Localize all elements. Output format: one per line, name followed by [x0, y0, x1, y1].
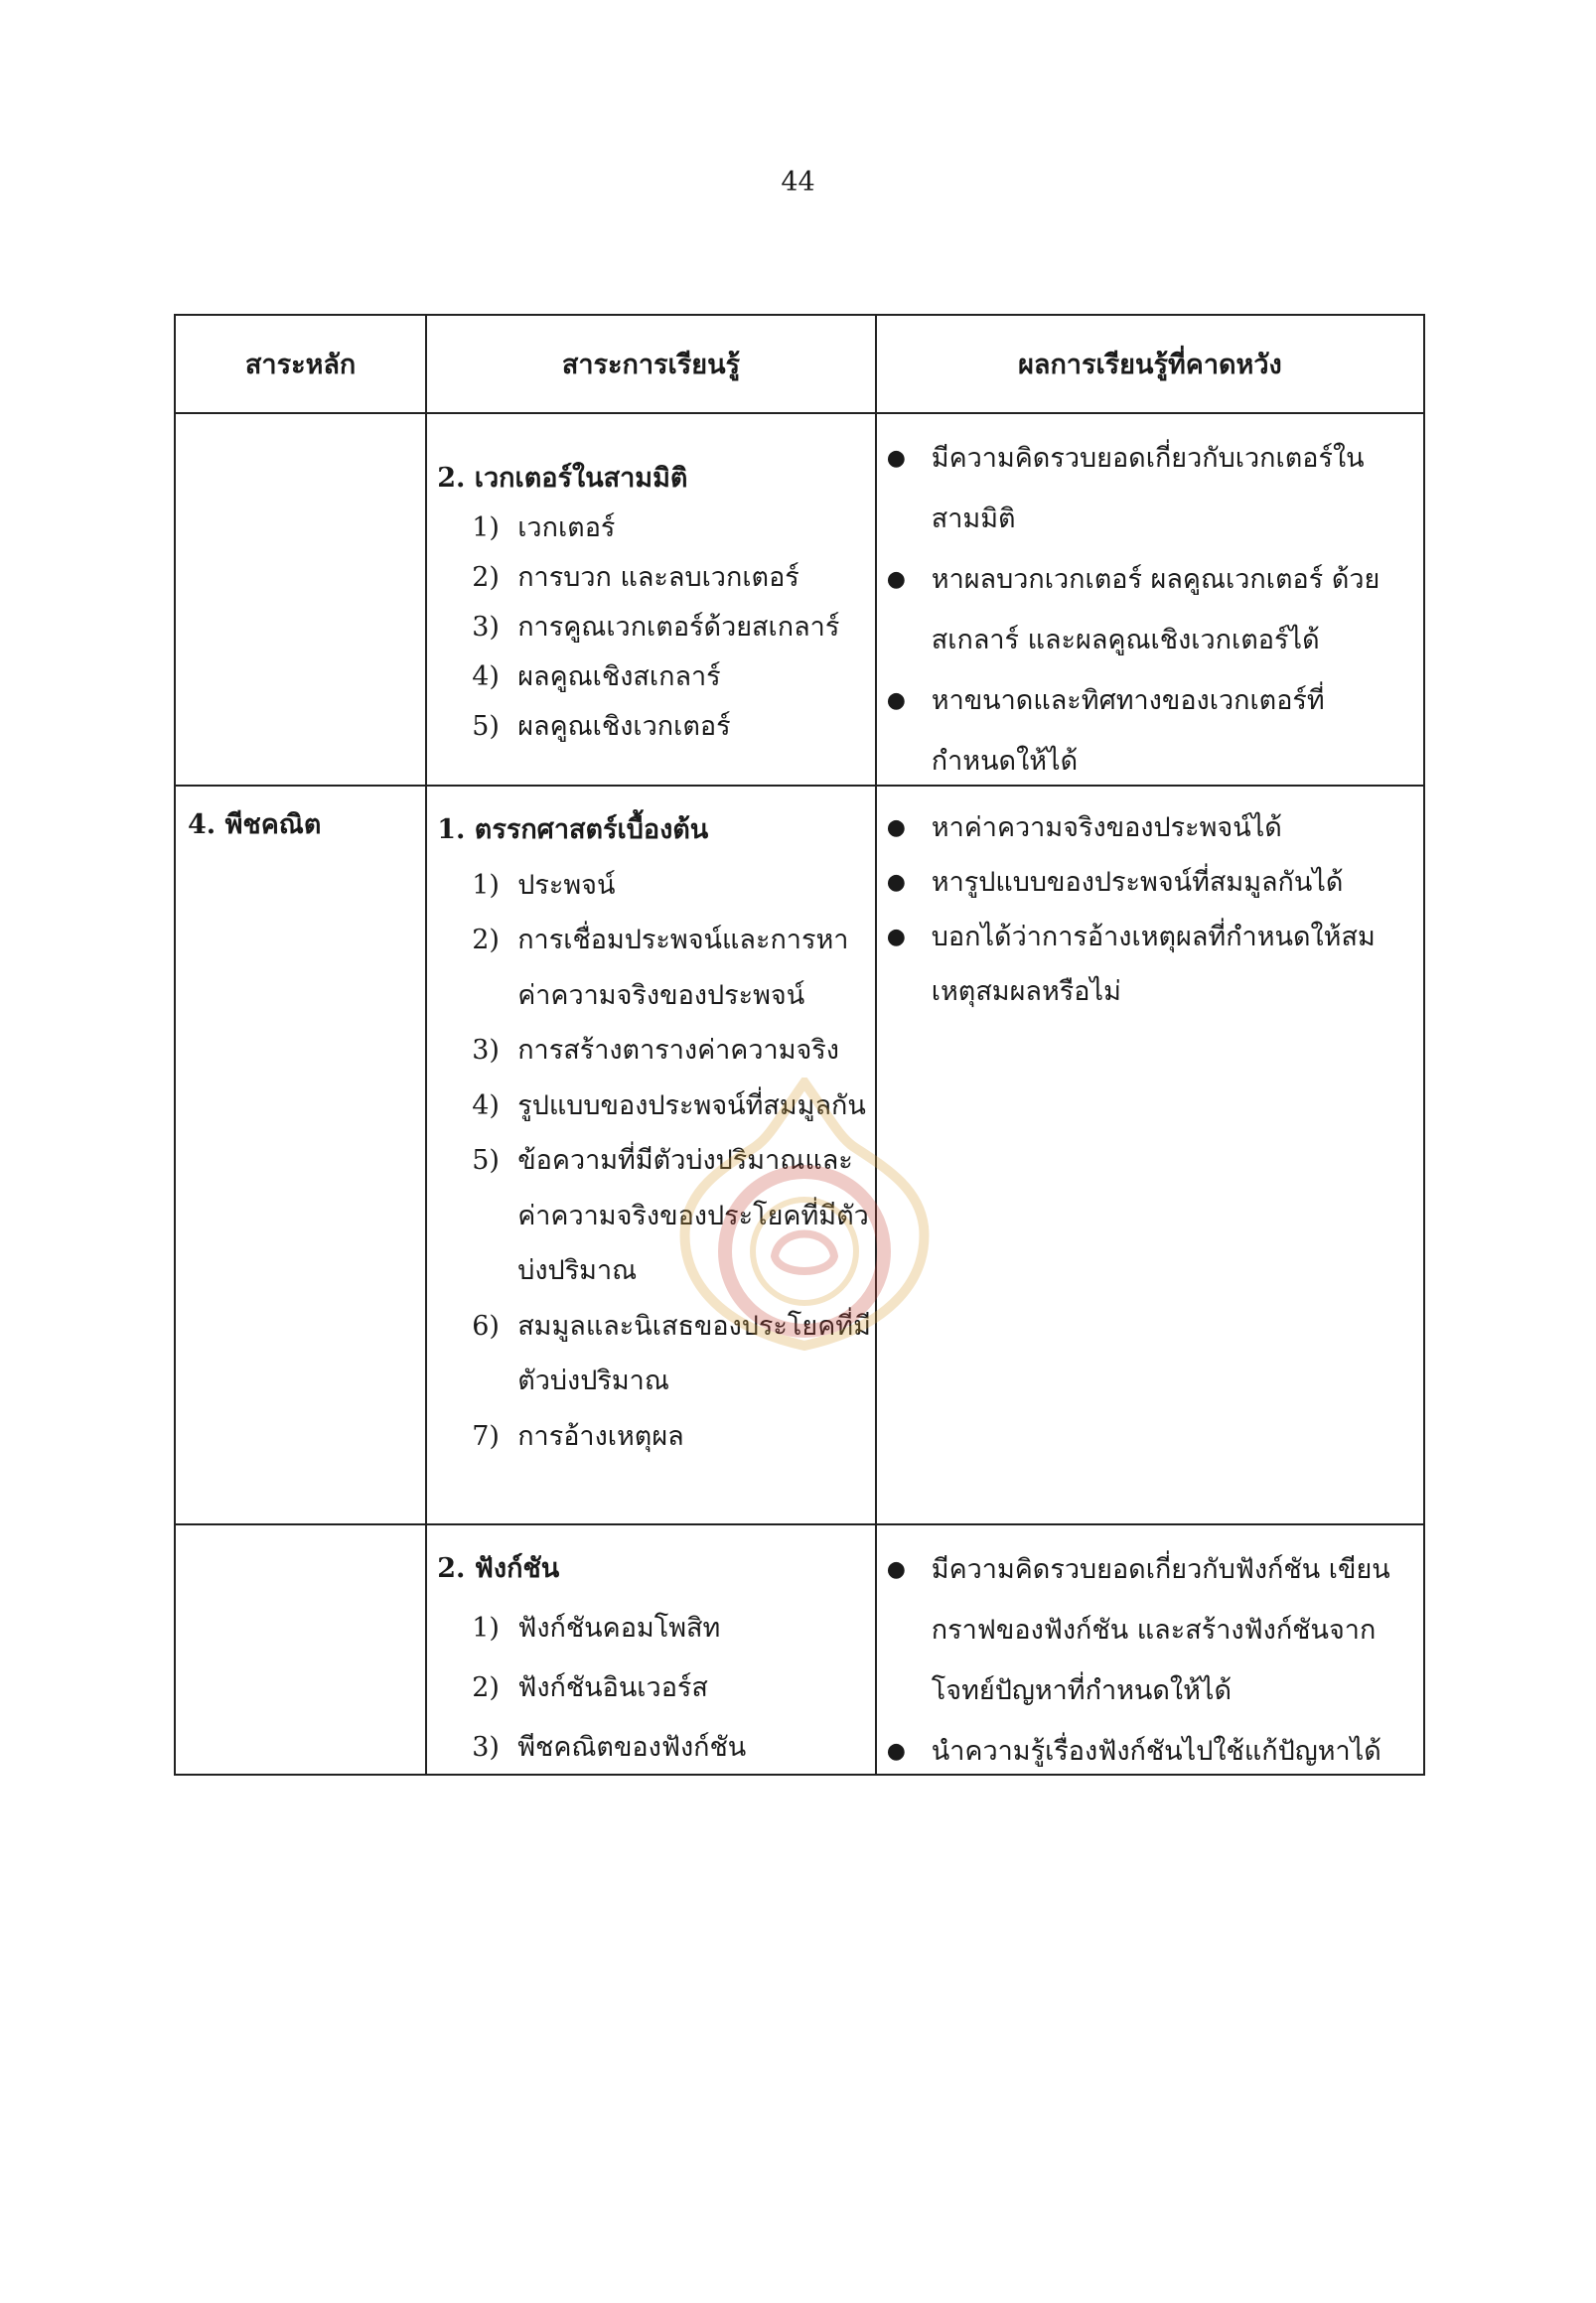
sub-item	[427, 1023, 875, 1079]
sub-item-text: รูปแบบของประพจน์ที่สมมูลกัน	[517, 1089, 866, 1121]
sub-item-text: เวกเตอร์	[517, 512, 616, 543]
outcome-text: หาค่าความจริงของประพจน์ได้	[931, 812, 1282, 843]
sub-item-text: ข้อความที่มีตัวบ่งปริมาณและค่าความจริงของประโยคที่มีตัวบ่งปริมาณ	[517, 1145, 869, 1286]
bullet-icon: ●	[886, 688, 906, 713]
sub-item-text: ฟังก์ชันอินเวอร์ส	[517, 1672, 708, 1703]
outcome-item	[877, 910, 1423, 1019]
sub-item	[427, 1133, 875, 1299]
main-topic-cell	[176, 1525, 425, 1774]
learning-content-cell	[425, 787, 875, 1523]
topic-heading: 1. ตรรกศาสตร์เบื้องต้น	[437, 814, 709, 845]
sub-item-number: 5)	[472, 711, 500, 742]
sub-item-number: 2)	[472, 562, 500, 593]
sub-item	[427, 1599, 875, 1658]
outcome-text: นำความรู้เรื่องฟังก์ชันไปใช้แก้ปัญหาได้	[931, 1736, 1381, 1767]
sub-item-number: 1)	[472, 1613, 500, 1644]
bullet-icon: ●	[886, 567, 906, 592]
learning-content-cell	[425, 1525, 875, 1774]
sub-item	[427, 1409, 875, 1465]
table-row	[176, 1523, 1423, 1774]
learning-content-cell	[425, 414, 875, 785]
sub-item-number: 4)	[472, 661, 500, 692]
sub-item-text: การคูณเวกเตอร์ด้วยสเกลาร์	[517, 612, 840, 643]
sub-item-number: 5)	[472, 1145, 500, 1176]
table-header-row	[176, 316, 1423, 412]
sub-item-number: 6)	[472, 1310, 500, 1342]
bullet-icon: ●	[886, 925, 906, 949]
outcome-text: บอกได้ว่าการอ้างเหตุผลที่กำหนดให้สมเหตุสมผลหรือไม่	[931, 922, 1376, 1007]
outcome-item	[877, 800, 1423, 855]
bullet-icon: ●	[886, 446, 906, 471]
outcomes-cell	[875, 1525, 1423, 1774]
bullet-icon: ●	[886, 815, 906, 840]
topic-heading: 2. ฟังก์ชัน	[437, 1553, 560, 1584]
sub-item-text: สมมูลและนิเสธของประโยคที่มีตัวบ่งปริมาณ	[517, 1310, 871, 1396]
sub-item	[427, 913, 875, 1023]
sub-item-number: 7)	[472, 1420, 500, 1452]
header-learning-content: สาระการเรียนรู้	[425, 316, 875, 412]
outcome-item	[877, 855, 1423, 910]
main-topic-cell	[176, 414, 425, 785]
sub-item	[427, 1658, 875, 1718]
sub-item-text: ผลคูณเชิงเวกเตอร์	[517, 711, 731, 742]
sub-item-number: 2)	[472, 925, 500, 955]
sub-item	[427, 1718, 875, 1778]
sub-item-text: พีชคณิตของฟังก์ชัน	[517, 1732, 747, 1763]
main-topic-heading: 4. พีชคณิต	[188, 809, 322, 840]
sub-item-text: ฟังก์ชันคอมโพสิท	[517, 1613, 721, 1644]
sub-item-number: 1)	[472, 512, 500, 543]
header-main-topic: สาระหลัก	[244, 350, 357, 380]
outcome-item	[877, 1721, 1423, 1782]
table-row	[176, 412, 1423, 785]
sub-item-number: 2)	[472, 1672, 500, 1703]
sub-item-text: ประพจน์	[517, 869, 616, 901]
bullet-icon: ●	[886, 1739, 906, 1764]
outcome-text: หารูปแบบของประพจน์ที่สมมูลกันได้	[931, 867, 1344, 898]
outcome-text: หาขนาดและทิศทางของเวกเตอร์ที่ กำหนดให้ได้	[931, 685, 1325, 777]
bullet-icon: ●	[886, 1557, 906, 1582]
sub-item	[427, 858, 875, 914]
page-number: 44	[781, 167, 815, 198]
sub-item-number: 1)	[472, 869, 500, 901]
sub-item-number: 3)	[472, 1035, 500, 1066]
outcome-text: หาผลบวกเวกเตอร์ ผลคูณเวกเตอร์ ด้วยสเกลาร์ และผลคูณเชิงเวกเตอร์ได้	[931, 564, 1380, 655]
outcomes-cell	[875, 414, 1423, 785]
outcome-item	[877, 670, 1423, 792]
outcomes-cell	[875, 787, 1423, 1523]
sub-item-number: 3)	[472, 612, 500, 643]
sub-item	[427, 652, 875, 702]
sub-item-number: 4)	[472, 1089, 500, 1121]
outcome-text: มีความคิดรวบยอดเกี่ยวกับเวกเตอร์ใน สามมิติ	[931, 443, 1365, 534]
outcome-item	[877, 549, 1423, 670]
table-row	[176, 785, 1423, 1523]
sub-item	[427, 603, 875, 652]
sub-item-text: การสร้างตารางค่าความจริง	[517, 1035, 839, 1066]
header-expected-outcomes: ผลการเรียนรู้ที่คาดหวัง	[875, 316, 1423, 412]
sub-item-text: การเชื่อมประพจน์และการหาค่าความจริงของประพจน์	[517, 925, 849, 1011]
outcome-item	[877, 428, 1423, 549]
topic-heading: 2. เวกเตอร์ในสามมิติ	[437, 463, 688, 494]
sub-item	[427, 1299, 875, 1409]
bullet-icon: ●	[886, 870, 906, 895]
sub-item-text: การบวก และลบเวกเตอร์	[517, 562, 799, 593]
curriculum-table	[174, 314, 1425, 1776]
sub-item-text: ผลคูณเชิงสเกลาร์	[517, 661, 721, 692]
sub-item-number: 3)	[472, 1732, 500, 1763]
sub-item	[427, 702, 875, 752]
main-topic-cell	[176, 787, 425, 1523]
outcome-item	[877, 1539, 1423, 1721]
sub-item	[427, 553, 875, 603]
sub-item	[427, 504, 875, 553]
outcome-text: มีความคิดรวบยอดเกี่ยวกับฟังก์ชัน เขียนกราฟของฟังก์ชัน และสร้างฟังก์ชันจากโจทย์ปัญหาที่กำหนดให้ได้	[931, 1554, 1390, 1706]
sub-item-text: การอ้างเหตุผล	[517, 1420, 684, 1452]
sub-item	[427, 1079, 875, 1134]
